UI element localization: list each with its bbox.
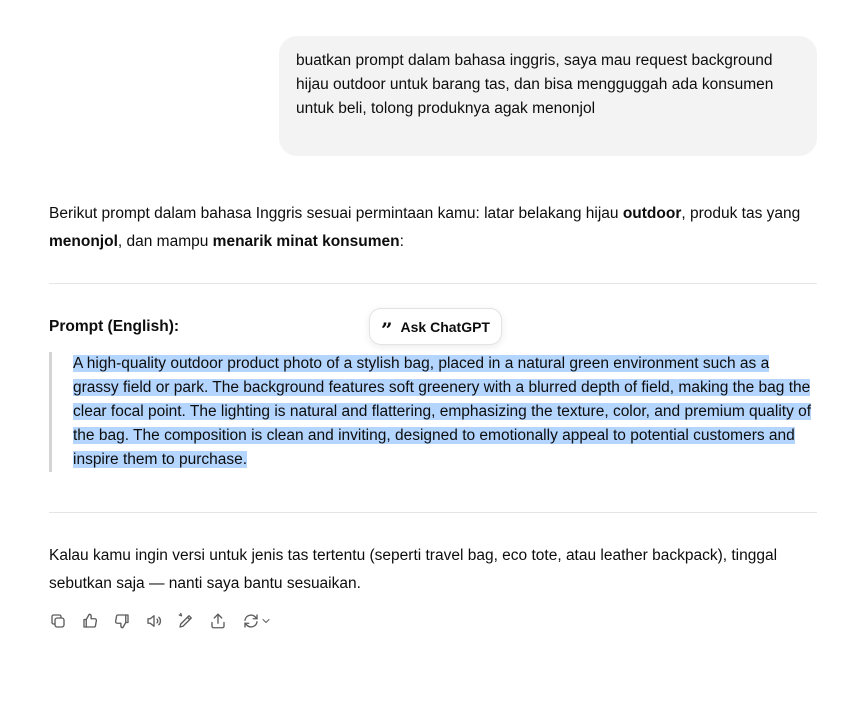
thumbs-up-icon[interactable] [81,612,99,630]
selected-prompt-text[interactable]: A high-quality outdoor product photo of a stylish bag, placed in a natural green environment such as a grassy field or park. The background features soft greenery with a blurred depth of field, making the bag the clear focal point. The lighting is natural and flattering, emphasizing the texture, color, and premium quality of the bag. The composition is clean and inviting, designed to emotionally appeal to potential customers and inspire them to purchase. [73,355,812,468]
intro-text: : [399,233,404,250]
prompt-blockquote [49,352,819,472]
intro-text: , dan mampu [117,233,213,250]
intro-text: , produk tas yang [681,205,801,222]
ask-chatgpt-button[interactable] [369,308,502,345]
intro-bold-menarik: menarik minat konsumen [212,233,400,250]
divider [49,283,817,284]
ask-chatgpt-label: Ask ChatGPT [400,318,490,335]
message-actions [49,612,273,630]
assistant-closing: Kalau kamu ingin versi untuk jenis tas tertentu (seperti travel bag, eco tote, atau leather backpack), tinggal sebutkan saja — nanti saya bantu sesuaikan. [49,547,778,592]
assistant-intro [49,200,819,256]
quote-icon: ” [381,317,393,342]
copy-icon[interactable] [49,612,67,630]
intro-bold-outdoor: outdoor [622,205,682,222]
user-message-bubble [279,36,817,156]
read-aloud-icon[interactable] [145,612,163,630]
chevron-down-icon [260,615,272,627]
prompt-label: Prompt (English): [49,318,180,335]
thumbs-down-icon[interactable] [113,612,131,630]
regenerate-icon[interactable] [241,612,273,630]
divider [49,512,817,513]
edit-icon[interactable] [177,612,195,630]
intro-text: Berikut prompt dalam bahasa Inggris sesuai permintaan kamu: latar belakang hijau [49,205,623,222]
share-icon[interactable] [209,612,227,630]
intro-bold-menonjol: menonjol [49,233,118,250]
user-message-text: buatkan prompt dalam bahasa inggris, saya mau request background hijau outdoor untuk barang tas, dan bisa mengguggah ada konsumen untuk beli, tolong produknya agak menonjol [296,52,774,117]
